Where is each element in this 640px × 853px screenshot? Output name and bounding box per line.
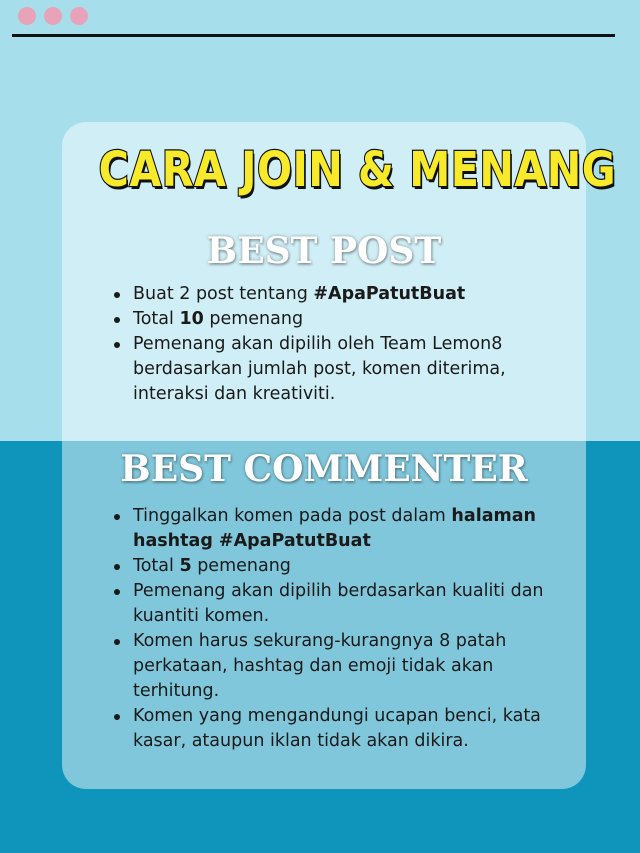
header-divider <box>12 34 615 37</box>
best-commenter-list <box>110 504 570 754</box>
window-dots <box>18 7 88 25</box>
dot-icon <box>70 7 88 25</box>
list-item: Komen harus sekurang-kurangnya 8 patah perkataan, hashtag dan emoji tidak akan terhitung. <box>110 629 570 704</box>
list-item: Buat 2 post tentang #ApaPatutBuat <box>110 282 570 307</box>
best-post-list <box>110 282 570 407</box>
section-heading-best-post: BEST POST <box>206 230 442 272</box>
dot-icon <box>18 7 36 25</box>
list-item: Total 5 pemenang <box>110 554 570 579</box>
section-heading-best-commenter: BEST COMMENTER <box>120 448 528 490</box>
list-item: Pemenang akan dipilih berdasarkan kualiti dan kuantiti komen. <box>110 579 570 629</box>
page-title: CARA JOIN & MENANG <box>98 142 617 198</box>
dot-icon <box>44 7 62 25</box>
list-item: Tinggalkan komen pada post dalam halaman hashtag #ApaPatutBuat <box>110 504 570 554</box>
list-item: Pemenang akan dipilih oleh Team Lemon8 berdasarkan jumlah post, komen diterima, interaksi dan kreativiti. <box>110 332 570 407</box>
list-item: Total 10 pemenang <box>110 307 570 332</box>
list-item: Komen yang mengandungi ucapan benci, kata kasar, ataupun iklan tidak akan dikira. <box>110 704 570 754</box>
